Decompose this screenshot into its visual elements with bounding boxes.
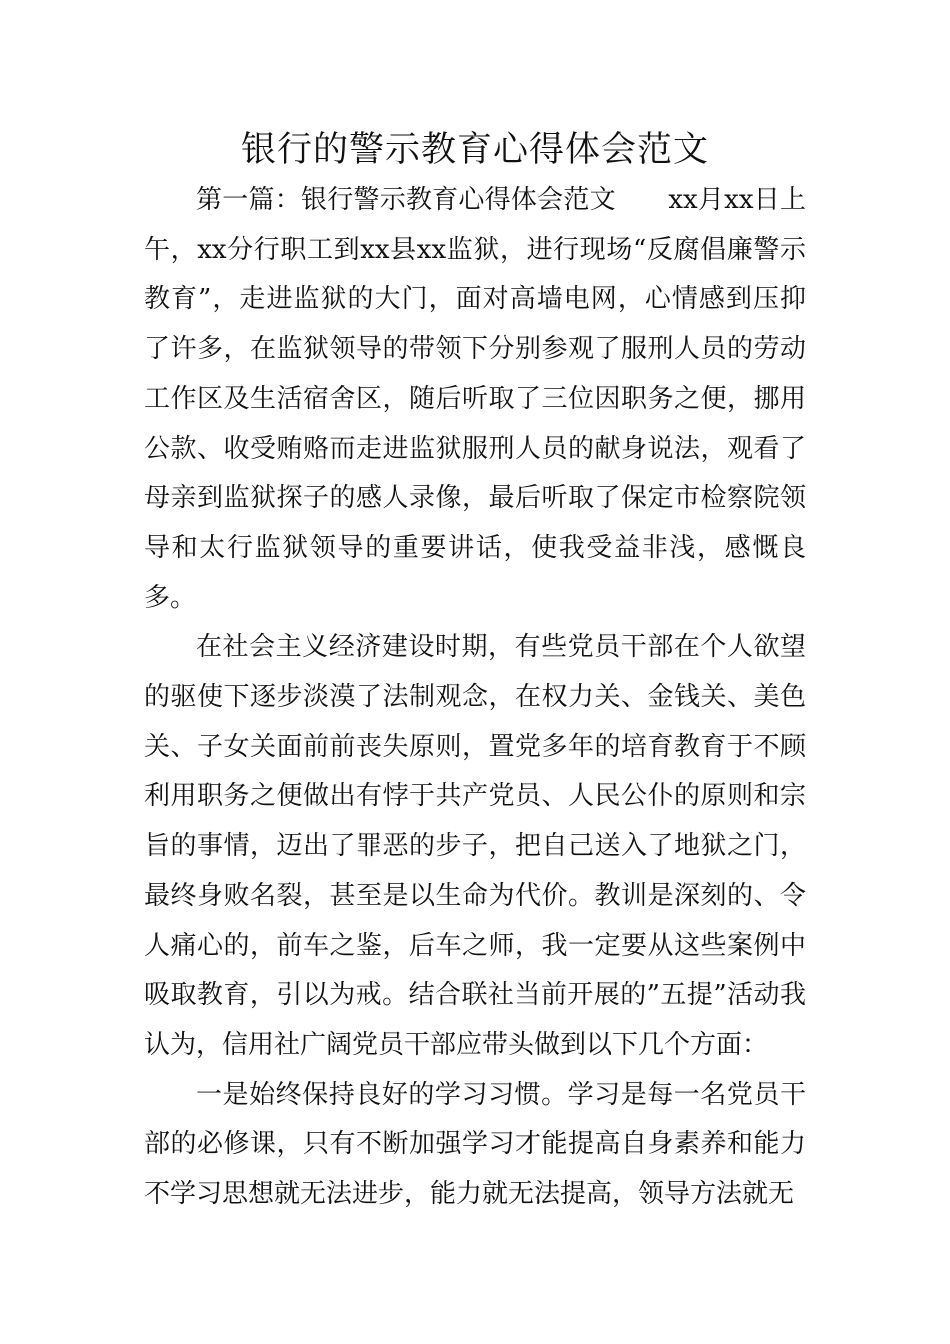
document-title: 银行的警示教育心得体会范文 — [240, 130, 709, 170]
document-body — [144, 176, 806, 1220]
paragraph-2: 在社会主义经济建设时期，有些党员干部在个人欲望的驱使下逐步淡漠了法制观念，在权力关、金钱关、美色关、子女关面前前丧失原则，置党多年的培育教育于不顾利用职务之便做出有悖于共产党员、人民公仆的原则和宗旨的事情，迈出了罪恶的步子，把自己送入了地狱之门，最终身败名裂，甚至是以生命为代价。教训是深刻的、令人痛心的，前车之鉴，后车之师，我一定要从这些案例中吸取教育，引以为戒。结合联社当前开展的”五提”活动我认为，信用社广阔党员干部应带头做到以下几个方面： — [144, 632, 806, 1060]
paragraph-1: 第一篇：银行警示教育心得体会范文 xx月xx日上午，xx分行职工到xx县xx监狱，进行现场“反腐倡廉警示教育”，走进监狱的大门，面对高墙电网，心情感到压抑了许多，在监狱领导的带领下分别参观了服刑人员的劳动工作区及生活宿舍区，随后听取了三位因职务之便，挪用公款、收受贿赂而走进监狱服刑人员的献身说法，观看了母亲到监狱探子的感人录像，最后听取了保定市检察院领导和太行监狱领导的重要讲话，使我受益非浅，感慨良多。 — [144, 185, 806, 613]
paragraph-3: 一是始终保持良好的学习习惯。学习是每一名党员干部的必修课，只有不断加强学习才能提高自身素养和能力不学习思想就无法进步，能力就无法提高，领导方法就无 — [144, 1079, 806, 1210]
